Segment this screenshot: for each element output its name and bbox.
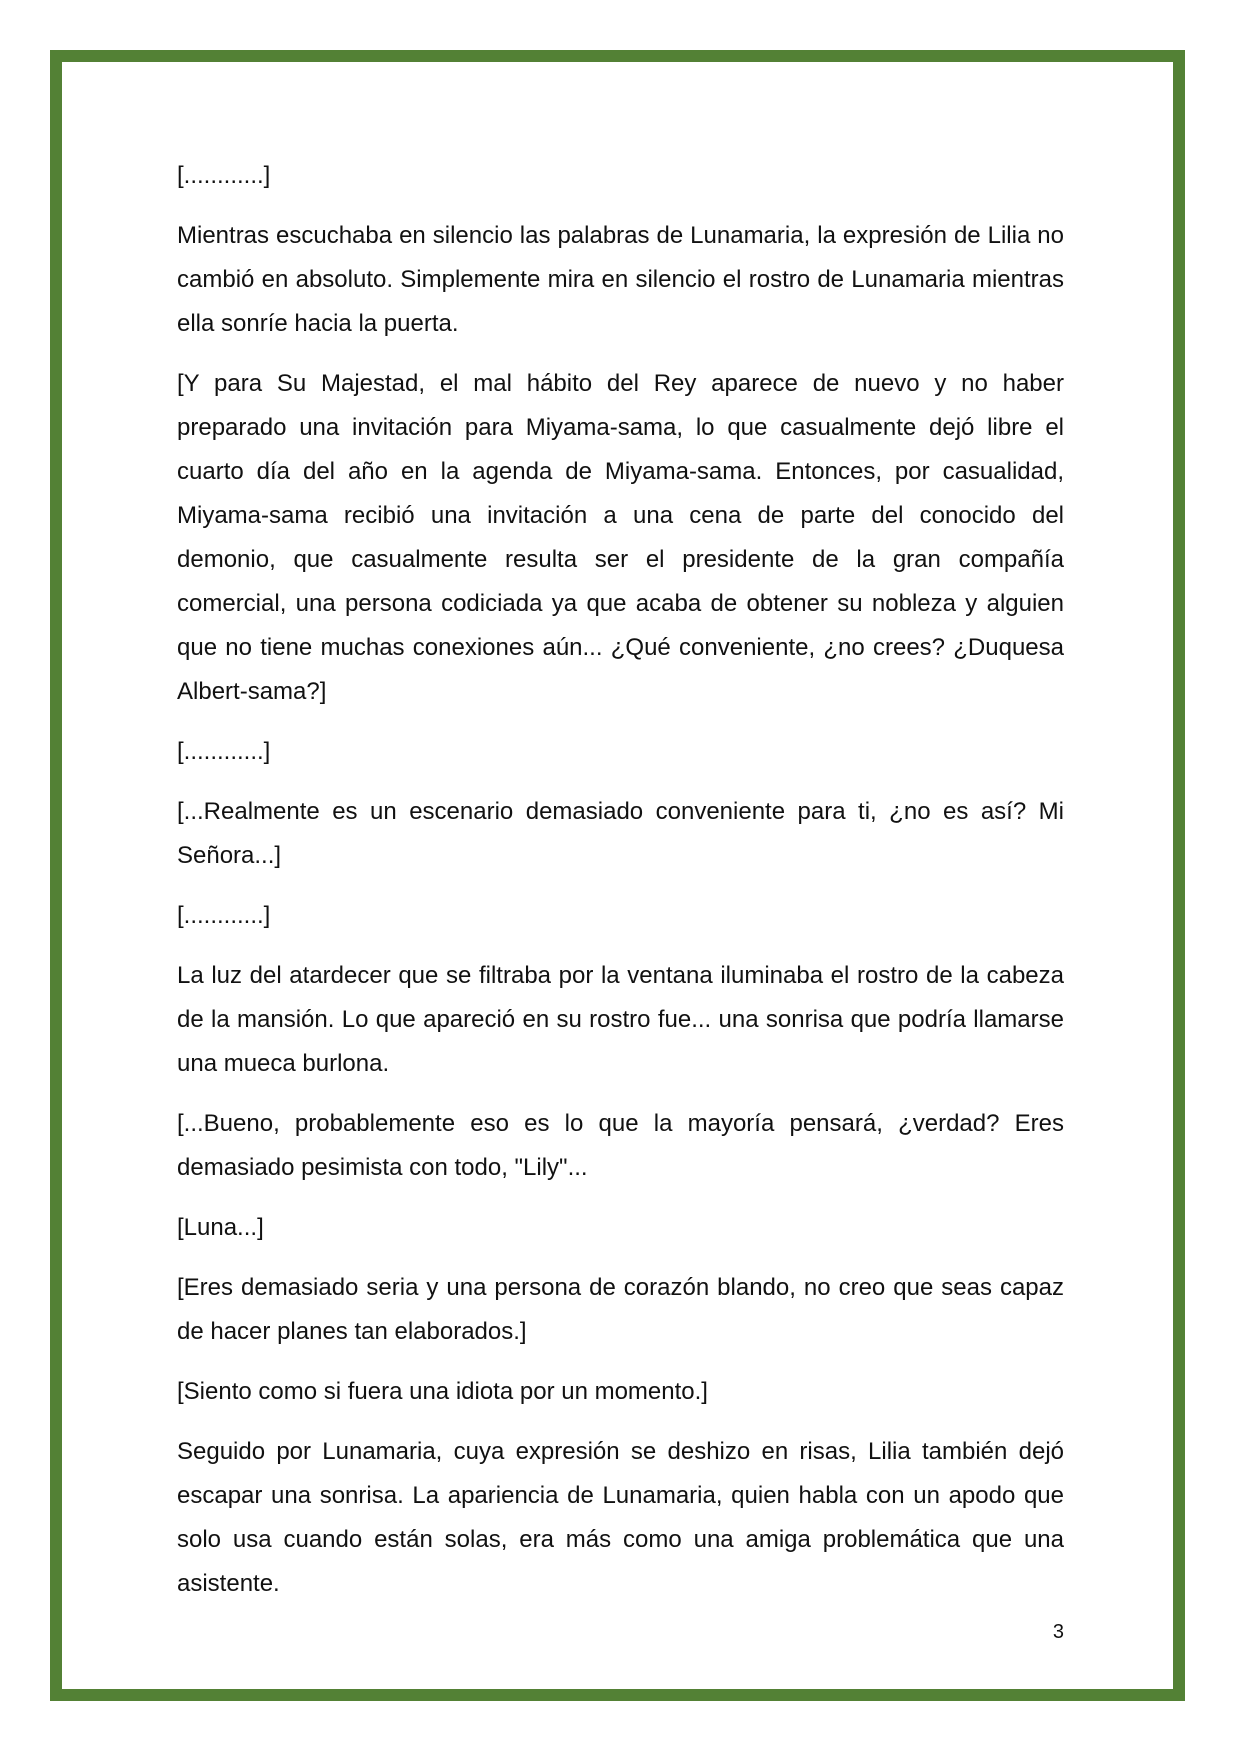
paragraph: Mientras escuchaba en silencio las palabras de Lunamaria, la expresión de Lilia no cambió en absoluto. Simplemente mira en silencio el rostro de Lunamaria mientras ella sonríe hacia la puerta. bbox=[177, 222, 1064, 337]
paragraph: La luz del atardecer que se filtraba por la ventana iluminaba el rostro de la cabeza de la mansión. Lo que apareció en su rostro fue... una sonrisa que podría llamarse una mueca burlona. bbox=[177, 962, 1064, 1077]
document-body bbox=[177, 154, 1064, 1622]
paragraph: [...Bueno, probablemente eso es lo que la mayoría pensará, ¿verdad? Eres demasiado pesimista con todo, "Lily"... bbox=[177, 1110, 1064, 1181]
paragraph: [Siento como si fuera una idiota por un momento.] bbox=[177, 1378, 708, 1405]
paragraph: [............] bbox=[177, 902, 271, 929]
page-number: 3 bbox=[1052, 1621, 1064, 1643]
paragraph: [Y para Su Majestad, el mal hábito del Rey aparece de nuevo y no haber preparado una invitación para Miyama-sama, lo que casualmente dejó libre el cuarto día del año en la agenda de Miyama-sama. Entonces, por casualidad, Miyama-sama recibió una invitación a una cena de parte del conocido del demonio, que casualmente resulta ser el presidente de la gran compañía comercial, una persona codiciada ya que acaba de obtener su nobleza y alguien que no tiene muchas conexiones aún... ¿Qué conveniente, ¿no crees? ¿Duquesa Albert-sama?] bbox=[177, 370, 1064, 705]
paragraph: [............] bbox=[177, 162, 271, 189]
paragraph: [...Realmente es un escenario demasiado conveniente para ti, ¿no es así? Mi Señora...] bbox=[177, 798, 1064, 869]
paragraph: [Luna...] bbox=[177, 1214, 264, 1241]
paragraph: [............] bbox=[177, 738, 271, 765]
paragraph: Seguido por Lunamaria, cuya expresión se deshizo en risas, Lilia también dejó escapar una sonrisa. La apariencia de Lunamaria, quien habla con un apodo que solo usa cuando están solas, era más como una amiga problemática que una asistente. bbox=[177, 1438, 1064, 1597]
paragraph: [Eres demasiado seria y una persona de corazón blando, no creo que seas capaz de hacer planes tan elaborados.] bbox=[177, 1274, 1064, 1345]
